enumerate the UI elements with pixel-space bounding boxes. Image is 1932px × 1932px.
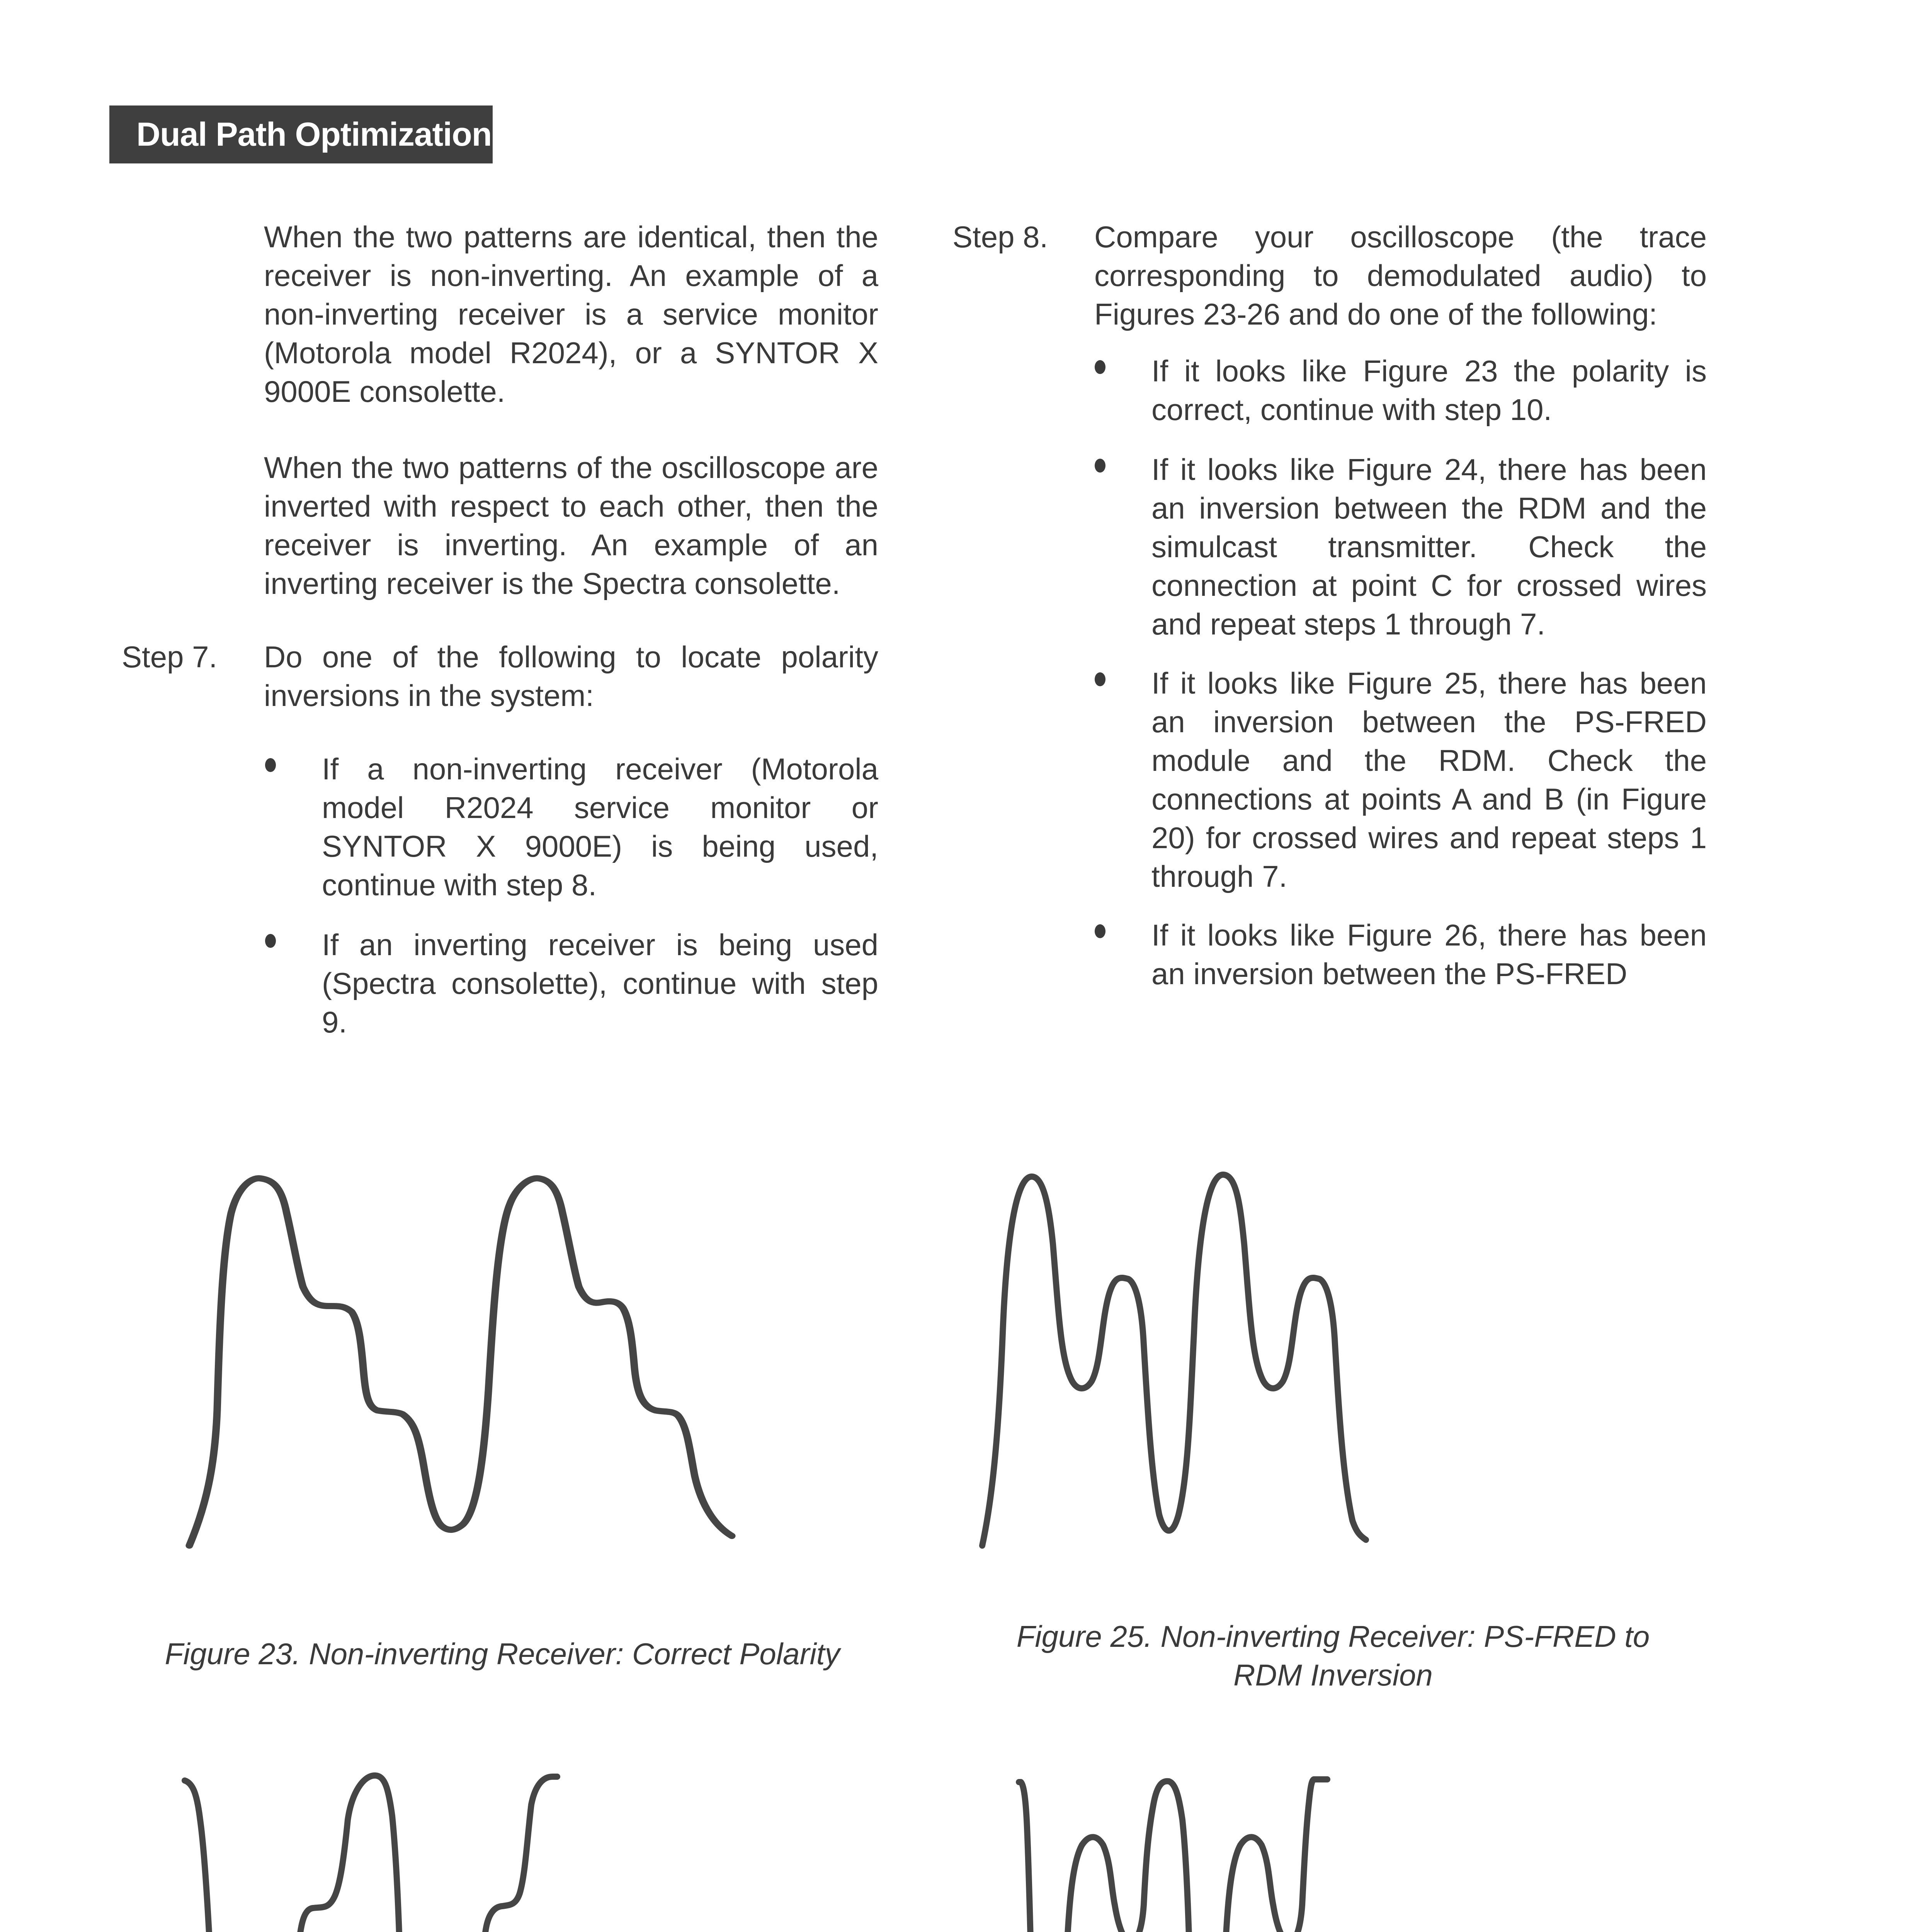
waveform-trace	[185, 1776, 557, 1932]
bullet-text: If it looks like Figure 23 the polarity is correct, continue with step 10.	[1151, 354, 1707, 427]
section-header: Dual Path Optimization	[109, 105, 493, 163]
step-8-bullet-1	[1151, 352, 1707, 429]
figure-25-caption-line-1: Figure 25. Non-inverting Receiver: PS-FRED to	[1016, 1619, 1650, 1653]
figure-23-caption: Figure 23. Non-inverting Receiver: Correct Polarity	[165, 1637, 840, 1671]
step-8-bullet-2	[1151, 450, 1707, 643]
bullet-icon	[1095, 924, 1105, 938]
figure-23-waveform	[155, 1159, 850, 1584]
bullet-text: If an inverting receiver is being used (Spectra consolette), continue with step 9.	[322, 928, 878, 1039]
figure-25-waveform	[966, 1159, 1662, 1584]
figure-26-waveform	[1005, 1758, 1681, 1932]
figure-24-waveform	[174, 1758, 850, 1932]
step-8-text-container	[1094, 218, 1707, 333]
waveform-trace	[1019, 1779, 1327, 1932]
bullet-text: If it looks like Figure 25, there has been an inversion between the PS-FRED module and the RDM. Check the connections at points A and B (in Figure 20) for crossed wires and repeat steps 1 through 7.	[1151, 666, 1707, 893]
bullet-icon	[265, 758, 276, 772]
step-7-bullet-1	[322, 750, 878, 904]
waveform-trace	[189, 1178, 732, 1546]
bullet-text: If it looks like Figure 24, there has been an inversion between the RDM and the simulcast transmitter. Check the connection at point C for crossed wires and repeat steps 1 through 7.	[1151, 452, 1707, 641]
step-7-text: Do one of the following to locate polarity inversions in the system:	[264, 640, 878, 713]
bullet-icon	[265, 934, 276, 948]
bullet-icon	[1095, 672, 1105, 686]
bullet-text: If a non-inverting receiver (Motorola model R2024 service monitor or SYNTOR X 9000E) is being used, continue with step 8.	[322, 752, 878, 902]
step-8-bullet-4	[1151, 916, 1707, 993]
left-paragraph-2-container	[264, 448, 878, 603]
step-7-bullet-2	[322, 925, 878, 1041]
figure-25-caption-line-2: RDM Inversion	[1233, 1658, 1433, 1692]
paragraph-inverting: When the two patterns of the oscilloscope are inverted with respect to each other, then the receiver is inverting. An example of an inverting receiver is the Spectra consolette.	[264, 451, 878, 600]
paragraph-non-inverting: When the two patterns are identical, then the receiver is non-inverting. An example of a non-inverting receiver is a service monitor (Motorola model R2024), or a SYNTOR X 9000E consolette.	[264, 220, 878, 408]
bullet-icon	[1095, 459, 1105, 473]
left-paragraph-1-container	[264, 218, 878, 411]
bullet-icon	[1095, 360, 1105, 374]
step-7-text-container	[264, 638, 878, 715]
bullet-text: If it looks like Figure 26, there has been an inversion between the PS-FRED	[1151, 918, 1707, 991]
step-7-label: Step 7.	[122, 640, 218, 674]
step-8-text: Compare your oscilloscope (the trace corresponding to demodulated audio) to Figures 23-26 and do one of the following:	[1094, 220, 1707, 331]
step-8-label: Step 8.	[952, 220, 1048, 254]
waveform-trace	[982, 1175, 1366, 1546]
step-8-bullet-3	[1151, 664, 1707, 896]
